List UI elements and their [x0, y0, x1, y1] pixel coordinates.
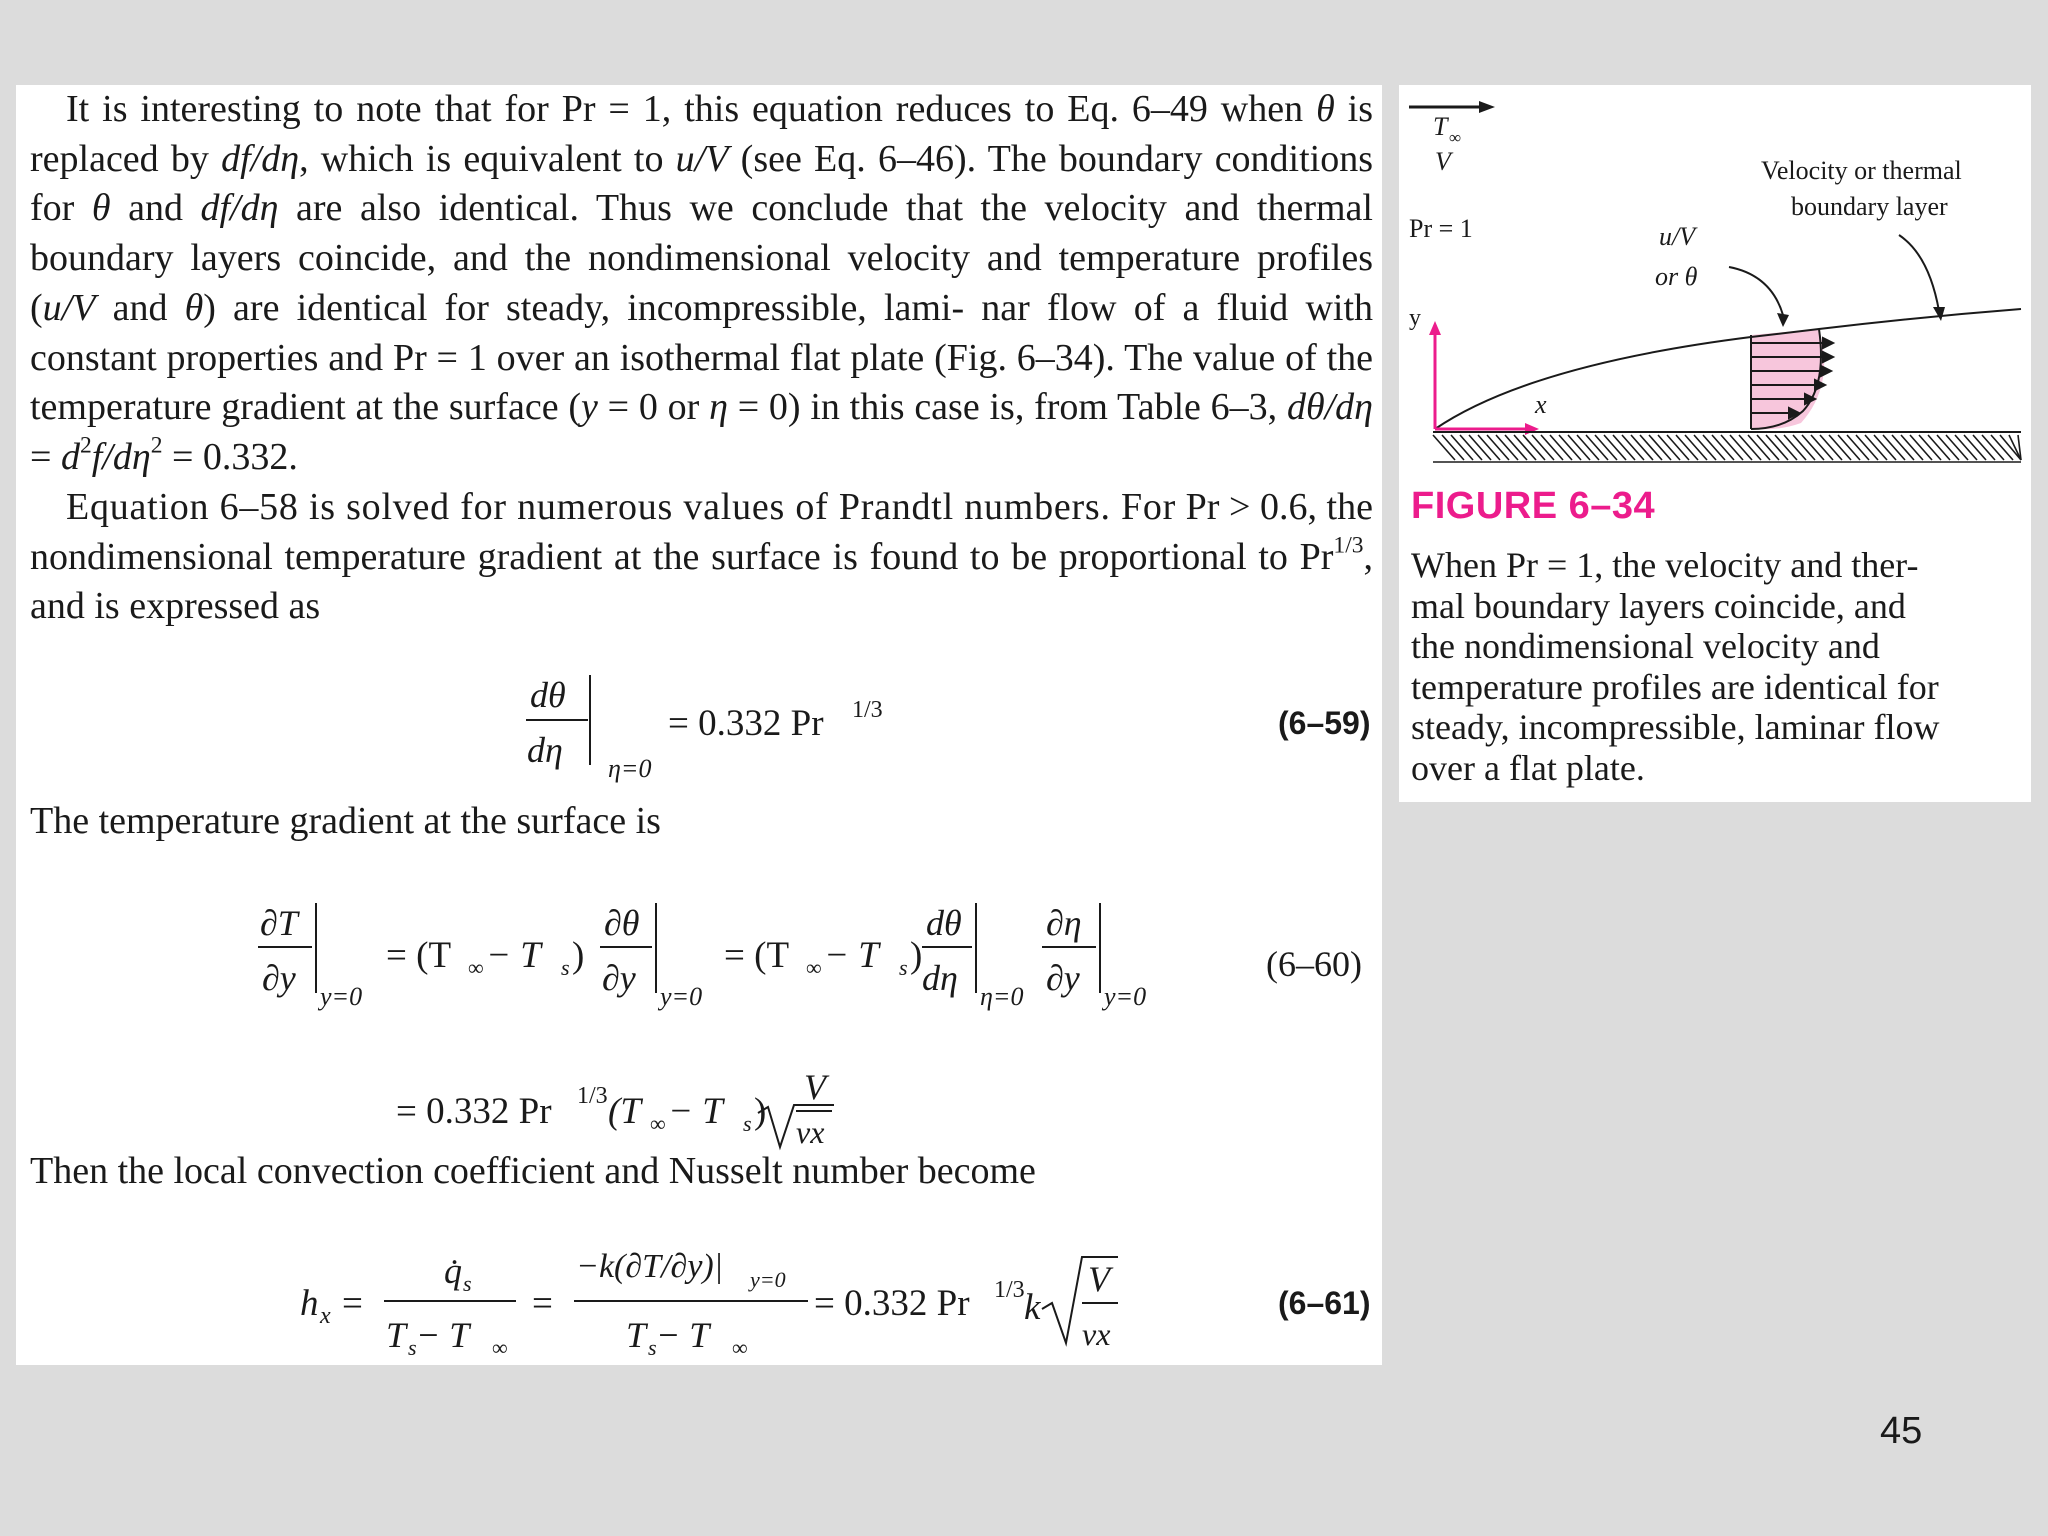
- paragraph-temperature-gradient: The temperature gradient at the surface is: [30, 800, 661, 842]
- svg-text:= (T: = (T: [724, 935, 790, 976]
- boundary-layer-edge: [1435, 309, 2021, 429]
- svg-text:y=0: y=0: [660, 982, 703, 1011]
- svg-text:T: T: [626, 1315, 647, 1355]
- svg-text:dη: dη: [922, 958, 958, 998]
- svg-text:− T: − T: [656, 1315, 710, 1355]
- svg-text:η=0: η=0: [980, 982, 1024, 1011]
- free-stream-temperature: T: [1433, 112, 1448, 141]
- figure-caption: When Pr = 1, the velocity and ther- mal boundary layers coincide, and the nondimensional velocity and temperature profiles are identical for steady, incompressible, laminar flow over a flat plate.: [1411, 545, 1940, 788]
- textbook-page: [16, 85, 1382, 1365]
- paragraph-prandtl-values: Equation 6–58 is solved for numerous values of Prandtl numbers. For Pr > 0.6, the nondimensional temperature gradient at the surface is found to be proportional to $Pr^{1/3}$, and is expressed as: [30, 486, 1374, 628]
- svg-text:=: =: [342, 1283, 363, 1324]
- svg-text:k: k: [1024, 1287, 1041, 1328]
- svg-text:V: V: [804, 1067, 826, 1107]
- prandtl-label: Pr = 1: [1409, 214, 1473, 243]
- figure-title: FIGURE 6–34: [1411, 485, 1656, 527]
- velocity-profile-fill: [1751, 329, 1824, 429]
- svg-text:s: s: [463, 1271, 472, 1296]
- svg-text:− T: − T: [416, 1315, 470, 1355]
- x-axis-label: x: [1535, 390, 1547, 419]
- svg-text:∞: ∞: [732, 1335, 748, 1360]
- svg-text:− T: − T: [668, 1091, 723, 1132]
- plate-hatching: [1433, 435, 2021, 460]
- svg-text:∞: ∞: [650, 1111, 666, 1136]
- svg-text:− T: − T: [824, 935, 879, 976]
- svg-text:∞: ∞: [806, 955, 822, 980]
- svg-text:∂θ: ∂θ: [604, 903, 640, 943]
- profile-label-uv: u/V: [1659, 222, 1696, 251]
- eq59-denominator: dη: [527, 730, 563, 770]
- svg-text:−k(∂T/∂y)|: −k(∂T/∂y)|: [576, 1248, 724, 1285]
- svg-text:V: V: [1088, 1259, 1110, 1299]
- svg-text:νx: νx: [796, 1114, 825, 1150]
- svg-text:∞: ∞: [492, 1335, 508, 1360]
- svg-text:∞: ∞: [468, 955, 484, 980]
- svg-text:=: =: [532, 1283, 553, 1324]
- svg-text:s: s: [899, 955, 908, 980]
- svg-text:s: s: [408, 1335, 417, 1360]
- slide-number: 45: [1880, 1410, 1923, 1452]
- svg-text:y=0: y=0: [1104, 982, 1147, 1011]
- eq59-numerator: dθ: [530, 675, 566, 715]
- svg-text:1/3: 1/3: [994, 1277, 1025, 1303]
- eq59-rhs-exponent: 1/3: [852, 697, 883, 723]
- svg-text:∞: ∞: [1449, 128, 1462, 147]
- paragraph-convection-coefficient: Then the local convection coefficient and Nusselt number become: [30, 1150, 1036, 1192]
- svg-text:): ): [572, 935, 585, 976]
- boundary-layer-diagram: [1399, 85, 2031, 465]
- equation-label-6-61: (6–61): [1278, 1285, 1371, 1321]
- paragraph-pr-equals-one: It is interesting to note that for Pr = 1, this equation reduces to Eq. 6–49 when θ is replaced by df/dη, which is equivalent to u/V (see Eq. 6–46). The boundary conditions for θ and df/dη are also identical. Thus we conclude that the velocity and thermal boundary layers coincide, and the nondimensional velocity and temperature profiles (u/V and θ) are identical for steady, incompressible, lami- nar flow of a fluid with constant properties and Pr = 1 over an isothermal flat plate (Fig. 6–34). The value of the temperature gradient at the surface (y = 0 or η = 0) in this case is, from Table 6–3, $d\theta/d\eta = d^2f/d\eta^2 = 0.332$.: [30, 88, 1374, 478]
- svg-text:T: T: [386, 1315, 407, 1355]
- svg-text:= 0.332 Pr: = 0.332 Pr: [396, 1091, 552, 1132]
- svg-text:): ): [910, 935, 923, 976]
- svg-text:dθ: dθ: [926, 903, 962, 943]
- svg-text:= (T: = (T: [386, 935, 452, 976]
- figure-6-34-panel: [1399, 85, 2031, 802]
- svg-text:1/3: 1/3: [577, 1083, 608, 1109]
- equation-6-60: [16, 885, 1382, 1150]
- svg-text:νx: νx: [1082, 1316, 1111, 1352]
- svg-text:s: s: [743, 1111, 752, 1136]
- svg-text:∂T: ∂T: [260, 903, 298, 943]
- free-stream-velocity: V: [1435, 147, 1451, 176]
- svg-text:s: s: [561, 955, 570, 980]
- svg-text:− T: − T: [486, 935, 541, 976]
- svg-text:y=0: y=0: [320, 982, 363, 1011]
- svg-text:q̇: q̇: [444, 1251, 462, 1291]
- svg-text:): ): [754, 1091, 767, 1132]
- equation-6-59: [16, 665, 1382, 795]
- profile-label-theta: or θ: [1655, 262, 1698, 291]
- svg-text:(T: (T: [608, 1091, 641, 1132]
- boundary-layer-label-line2: boundary layer: [1791, 192, 1948, 221]
- eq59-subscript: η=0: [608, 754, 652, 783]
- y-axis-label: y: [1409, 305, 1421, 331]
- svg-text:x: x: [320, 1303, 331, 1329]
- equation-6-61: [16, 1235, 1382, 1365]
- equation-label-6-60: (6–60): [1266, 944, 1362, 984]
- svg-text:∂η: ∂η: [1046, 903, 1082, 943]
- equation-label-6-59: (6–59): [1278, 705, 1371, 741]
- svg-text:h: h: [300, 1283, 319, 1324]
- svg-text:= 0.332 Pr: = 0.332 Pr: [814, 1283, 970, 1324]
- eq59-rhs: = 0.332 Pr: [668, 703, 824, 744]
- svg-text:∂y: ∂y: [602, 958, 636, 998]
- svg-text:∂y: ∂y: [262, 958, 296, 998]
- boundary-layer-label-line1: Velocity or thermal: [1761, 156, 1962, 185]
- svg-text:y=0: y=0: [750, 1267, 786, 1292]
- svg-text:s: s: [648, 1335, 657, 1360]
- svg-text:∂y: ∂y: [1046, 958, 1080, 998]
